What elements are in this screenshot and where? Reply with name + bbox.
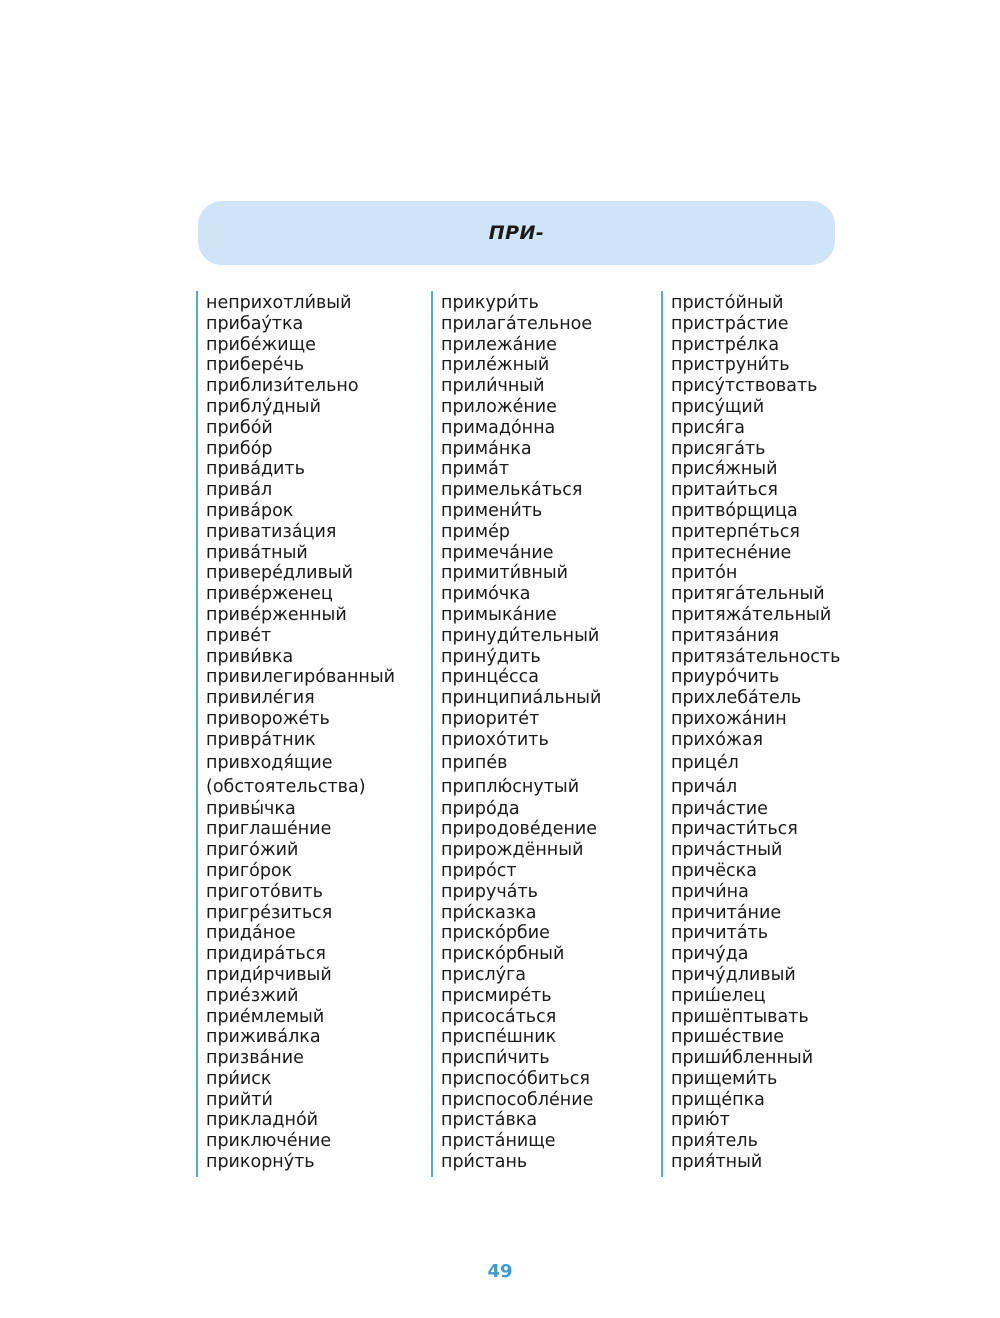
word-entry: прибе́жище (206, 334, 316, 355)
word-entry: приве́т (206, 625, 272, 646)
word-entry: прибо́р (206, 438, 273, 459)
word-entry: приро́ст (441, 860, 517, 881)
word-entry: прикладно́й (206, 1110, 319, 1131)
word-entry: причи́на (671, 881, 749, 902)
word-entry: прича́стие (671, 798, 768, 819)
word-entry: принципиа́льный (441, 688, 602, 709)
word-entry: примыка́ние (441, 604, 557, 625)
word-entry: прису́тствовать (671, 376, 818, 397)
word-entry: пригото́вить (206, 881, 323, 902)
word-entry: принце́сса (441, 667, 540, 688)
word-entry: прилага́тельное (441, 313, 593, 334)
word-entry: приструни́ть (671, 355, 790, 376)
section-title: ПРИ- (488, 222, 545, 244)
word-entry: прискóрбный (441, 944, 565, 965)
word-entry: прися́жный (671, 459, 778, 480)
word-entry: припе́в (441, 752, 508, 773)
word-entry: приста́вка (441, 1110, 538, 1131)
word-entry: причу́дливый (671, 964, 796, 985)
word-entry: привходя́щие (206, 752, 333, 773)
word-entry: притяжа́тельный (671, 604, 832, 625)
word-entry: приглаше́ние (206, 819, 332, 840)
word-entry: привилегиро́ванный (206, 667, 396, 688)
word-entry: природове́дение (441, 819, 598, 840)
word-column-2 (431, 291, 651, 1177)
word-entry: при́иск (206, 1068, 272, 1089)
word-entry: приохо́тить (441, 729, 549, 750)
word-entry: прива́дить (206, 459, 305, 480)
word-entry: прима́т (441, 459, 510, 480)
word-entry: прима́нка (441, 438, 532, 459)
word-entry: прийти́ (206, 1089, 273, 1110)
word-entry: приме́р (441, 521, 511, 542)
word-entry: приложе́ние (441, 396, 557, 417)
word-entry: приватиза́ция (206, 521, 337, 542)
word-entry: прия́тель (671, 1131, 758, 1152)
word-entry: прискóрбие (441, 923, 550, 944)
word-entry: примадо́нна (441, 417, 556, 438)
word-entry: приш́елец (671, 985, 766, 1006)
word-entry: прижива́лка (206, 1027, 321, 1048)
word-entry: привороже́ть (206, 708, 330, 729)
word-entry: прихлеба́тель (671, 688, 802, 709)
word-entry: притаи́ться (671, 480, 778, 501)
word-entry: прищеми́ть (671, 1068, 778, 1089)
word-entry: примо́чка (441, 584, 531, 605)
word-entry: приуро́чить (671, 667, 780, 688)
word-entry: присяга́ть (671, 438, 766, 459)
word-entry: причита́ние (671, 902, 782, 923)
word-entry: прилежа́ние (441, 334, 557, 355)
word-entry: прию́т (671, 1110, 730, 1131)
page-number: 49 (487, 1261, 513, 1282)
word-entry: приберéчь (206, 355, 305, 376)
word-entry: причу́да (671, 944, 749, 965)
word-entry: приста́нище (441, 1131, 556, 1152)
word-entry: приспособле́ние (441, 1089, 594, 1110)
word-entry: примити́вный (441, 563, 569, 584)
word-entry: приплю́снутый (441, 776, 580, 797)
word-entry: прину́дить (441, 646, 541, 667)
word-entry: привы́чка (206, 798, 296, 819)
word-entry: притяга́тельный (671, 584, 825, 605)
word-entry: притерпе́ться (671, 521, 800, 542)
word-entry: пришёптывать (671, 1006, 809, 1027)
word-entry: примеча́ние (441, 542, 554, 563)
word-entry: причасти́ться (671, 819, 798, 840)
word-entry: приверéдливый (206, 563, 354, 584)
word-entry: приши́бленный (671, 1048, 814, 1069)
section-header-band (198, 201, 835, 265)
word-entry: присоса́ться (441, 1006, 557, 1027)
word-entry: прище́пка (671, 1089, 765, 1110)
word-entry: приго́жий (206, 840, 299, 861)
word-entry: приключе́ние (206, 1131, 332, 1152)
word-entry: пристре́лка (671, 334, 780, 355)
word-entry: прие́млемый (206, 1006, 325, 1027)
word-entry: прислу́га (441, 964, 527, 985)
word-entry: прича́стный (671, 840, 783, 861)
word-entry: притво́рщица (671, 500, 798, 521)
word-entry: прирождённый (441, 840, 584, 861)
word-entry: приле́жный (441, 355, 550, 376)
word-entry: принуди́тельный (441, 625, 600, 646)
word-entry: прива́рок (206, 500, 294, 521)
word-entry: приблу́дный (206, 396, 321, 417)
word-entry: притяза́тельность (671, 646, 841, 667)
word-entry: примелька́ться (441, 480, 583, 501)
word-entry: прито́н (671, 563, 738, 584)
word-entry: привра́тник (206, 729, 316, 750)
word-entry: прида́ное (206, 923, 296, 944)
word-entry: прише́ствие (671, 1027, 784, 1048)
word-entry: прикури́ть (441, 293, 539, 313)
word-entry: прия́тный (671, 1152, 763, 1173)
word-entry: (обстоятельства) (206, 776, 366, 797)
word-entry: присмире́ть (441, 985, 552, 1006)
word-entry: приго́рок (206, 860, 293, 881)
word-entry: притесне́ние (671, 542, 792, 563)
word-entry: приро́да (441, 798, 520, 819)
word-entry: прице́л (671, 752, 739, 773)
word-entry: при́сказка (441, 902, 537, 923)
word-entry: прибо́й (206, 417, 273, 438)
word-entry: приве́рженный (206, 604, 347, 625)
word-entry: прикорну́ть (206, 1152, 315, 1173)
word-entry: прива́тный (206, 542, 308, 563)
word-entry: причёска (671, 860, 757, 881)
word-entry: прива́л (206, 480, 273, 501)
word-entry: прибау́тка (206, 313, 304, 334)
word-entry: приорите́т (441, 708, 540, 729)
word-entry: примени́ть (441, 500, 543, 521)
word-entry: приспи́чить (441, 1048, 550, 1069)
word-entry: призва́ние (206, 1048, 304, 1069)
word-entry: прили́чный (441, 376, 545, 397)
word-entry: придира́ться (206, 944, 326, 965)
word-entry: приспосо́биться (441, 1068, 590, 1089)
word-entry: пригре́зиться (206, 902, 333, 923)
word-entry: прихо́жая (671, 729, 764, 750)
word-entry: приве́рженец (206, 584, 333, 605)
word-entry: приви́вка (206, 646, 294, 667)
word-entry: привиле́гия (206, 688, 315, 709)
word-entry: прича́л (671, 776, 738, 797)
word-entry: пристра́стие (671, 313, 789, 334)
word-entry: присто́йный (671, 293, 784, 313)
word-entry: прису́щий (671, 396, 765, 417)
word-column-3 (661, 291, 871, 1177)
word-entry: прихожа́нин (671, 708, 787, 729)
word-entry: прируча́ть (441, 881, 538, 902)
word-entry: причита́ть (671, 923, 769, 944)
word-entry: неприхотли́вый (206, 293, 352, 313)
word-entry: приблизи́тельно (206, 376, 359, 397)
word-entry: прие́зжий (206, 985, 299, 1006)
word-column-1 (196, 291, 421, 1177)
word-entry: прися́га (671, 417, 745, 438)
word-entry: притяза́ния (671, 625, 780, 646)
word-entry: при́стань (441, 1152, 528, 1173)
word-entry: приди́рчивый (206, 964, 332, 985)
word-entry: приспе́шник (441, 1027, 557, 1048)
